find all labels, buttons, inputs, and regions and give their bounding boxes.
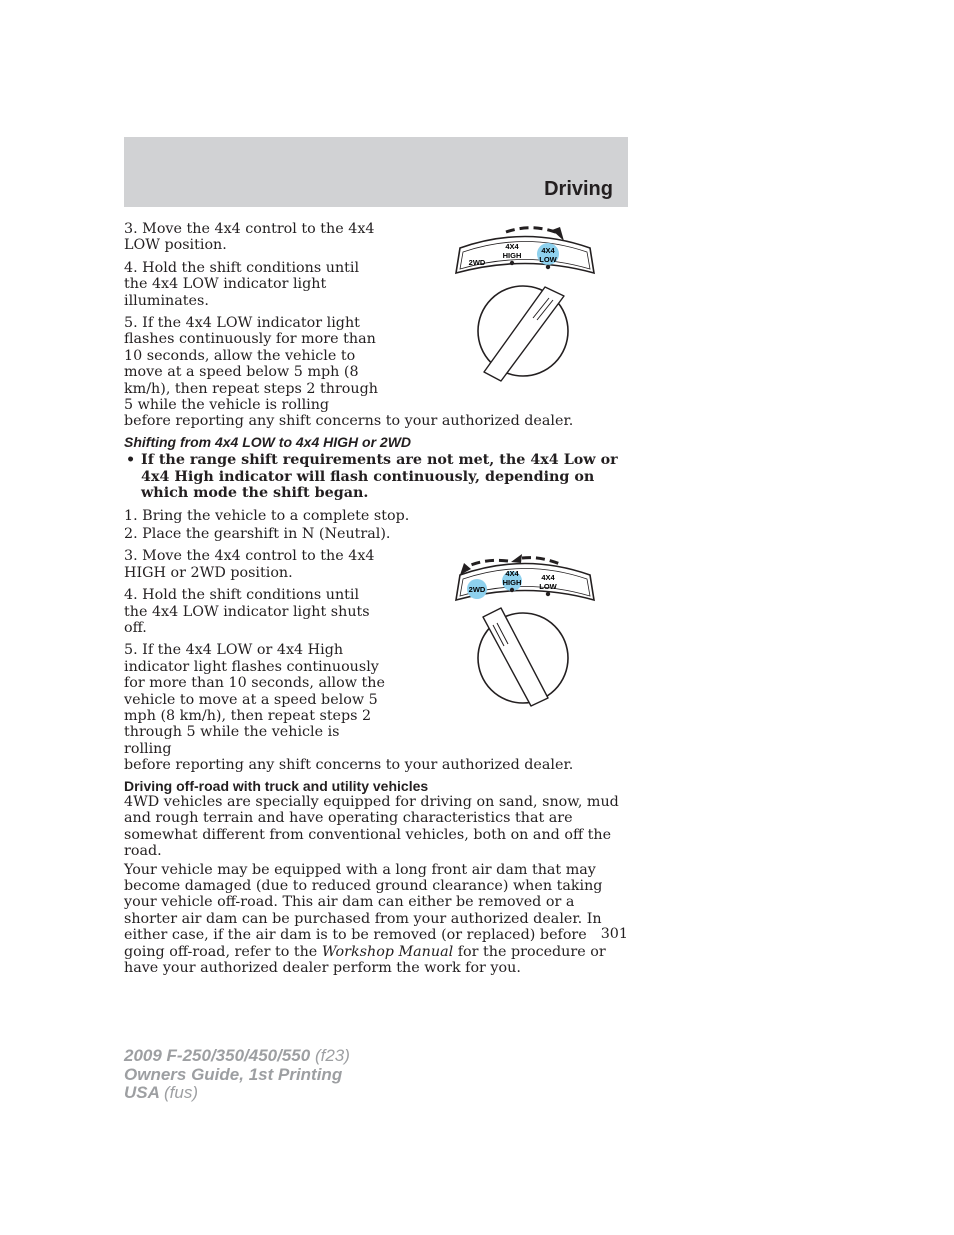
high-shift-block bbox=[124, 548, 628, 773]
step-3-low: 3. Move the 4x4 control to the 4x4 LOW position. bbox=[124, 221, 375, 254]
workshop-manual-reference: Workshop Manual bbox=[321, 943, 454, 960]
label-4x4-low-top: 4X4 bbox=[541, 246, 555, 255]
footer-guide: Owners Guide, 1st Printing bbox=[124, 1064, 343, 1084]
footer-line-1 bbox=[124, 1047, 350, 1066]
step-5-low: 5. If the 4x4 LOW indicator light flashes continuously for more than 10 seconds, allow the vehicle to move at a speed below 5 mph (8 km/h), then repeat steps 2 through 5 while the vehicle is rolling bbox=[124, 315, 378, 414]
label-2wd: 2WD bbox=[468, 258, 486, 267]
label-4x4-low-top: 4X4 bbox=[541, 573, 555, 583]
step-3-high: 3. Move the 4x4 control to the 4x4 HIGH or 2WD position. bbox=[124, 548, 375, 581]
page-number: 301 bbox=[600, 926, 628, 942]
label-2wd: 2WD bbox=[468, 585, 486, 595]
footer-model: 2009 F-250/350/450/550 bbox=[124, 1046, 311, 1065]
step-4-low: 4. Hold the shift conditions until the 4x4 LOW indicator light illuminates. bbox=[124, 259, 360, 309]
step-5-low-tail: before reporting any shift concerns to your authorized dealer. bbox=[124, 413, 574, 430]
label-4x4-high-top: 4X4 bbox=[505, 242, 519, 251]
label-4x4-high-top: 4X4 bbox=[505, 569, 519, 579]
footer-model-code: (f23) bbox=[314, 1046, 350, 1065]
low-shift-block bbox=[124, 221, 628, 430]
4x4-low-control-illustration bbox=[450, 221, 600, 385]
step-4-high: 4. Hold the shift conditions until the 4x4 LOW indicator light shuts off. bbox=[124, 587, 370, 636]
step-5-high-tail: before reporting any shift concerns to your authorized dealer. bbox=[124, 757, 574, 774]
range-shift-bullet: • If the range shift requirements are not met, the 4x4 Low or 4x4 High indicator will flash continuously, depending on which mode the shift began. bbox=[126, 452, 618, 502]
footer-market: USA bbox=[124, 1083, 160, 1102]
page-content bbox=[124, 221, 628, 976]
off-road-paragraph-1: 4WD vehicles are specially equipped for driving on sand, snow, mud and rough terrain and have operating characteristics that are somewhat different from conventional vehicles, both on and off the road. bbox=[124, 794, 619, 860]
off-road-paragraph-2 bbox=[124, 862, 628, 977]
step-1-high: 1. Bring the vehicle to a complete stop. bbox=[124, 507, 410, 524]
step-5-high: 5. If the 4x4 LOW or 4x4 High indicator light flashes continuously for more than 10 seconds, allow the vehicle to move at a speed below 5 mph (8 km/h), then repeat steps 2 through 5 while the vehicle is rolling bbox=[124, 642, 385, 757]
4x4-high-2wd-control-illustration bbox=[450, 548, 600, 712]
section-heading-off-road: Driving off-road with truck and utility vehicles bbox=[124, 777, 429, 794]
label-4x4-low-bottom: LOW bbox=[539, 582, 557, 592]
label-4x4-low-bottom: LOW bbox=[539, 255, 557, 264]
range-shift-bullet-text: If the range shift requirements are not met, the 4x4 Low or 4x4 High indicator will flash continuously, depending on which mode the shift began. bbox=[141, 452, 618, 502]
footer-market-code: (fus) bbox=[164, 1083, 198, 1102]
step-2-high: 2. Place the gearshift in N (Neutral). bbox=[124, 525, 391, 542]
section-heading-low-to-high: Shifting from 4x4 LOW to 4x4 HIGH or 2WD bbox=[124, 433, 412, 450]
section-title: Driving bbox=[544, 178, 613, 200]
header-band bbox=[124, 137, 628, 207]
footer-line-3 bbox=[124, 1084, 350, 1103]
label-4x4-high-bottom: HIGH bbox=[502, 578, 522, 588]
footer bbox=[124, 1047, 350, 1103]
air-dam-text-end: for the procedure or have your authorized dealer perform the work for you. bbox=[124, 943, 606, 977]
label-4x4-high-bottom: HIGH bbox=[502, 251, 522, 260]
air-dam-text: Your vehicle may be equipped with a long front air dam that may become damaged (due to reduced ground clearance) when taking your vehicle off-road. This air dam can either be removed or a shorter air dam can be purchased from your authorized dealer. In either case, if the air dam is to be removed (or replaced) before going off-road, refer to the bbox=[124, 861, 603, 960]
